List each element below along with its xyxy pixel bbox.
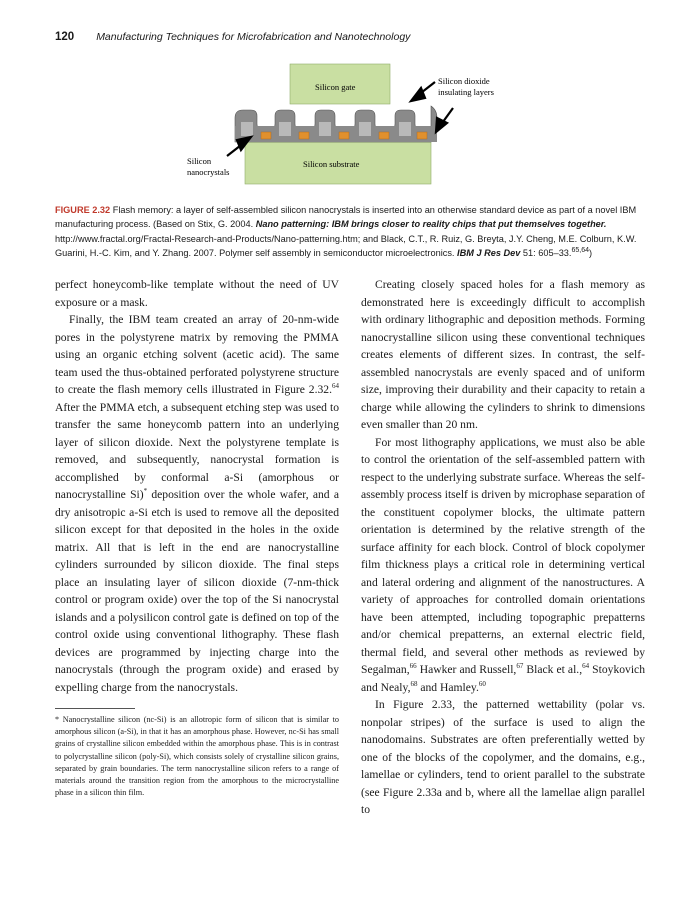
caption-italic-1: Nano patterning: IBM brings closer to reality chips that put themselves together. — [255, 219, 607, 230]
cavity-2 — [279, 122, 291, 136]
right-p2-ref1: 66 — [409, 662, 417, 671]
right-p2-a: For most lithography applications, we must also be able to control the orientation of the self-assembled pattern with respect to the underlying substrate surface. Whereas the self-assembly process itself is driven by microphase separation of the constituent copolymer blocks, the ultimate pattern orientation is determined by the relative strength of the surface affinity for each block. Control of block copolymer film thickness plays a critical role in determining vertical and lateral ordering and alignment of the nanostructures. A variety of approaches for controlled domain orientations have been attempted, including topographic prepatterns and/or chemical prepatterns, an external electric field, thermal field, and several other methods as reviewed by Segalman, — [361, 435, 645, 676]
caption-text-2: http://www.fractal.org/Fractal-Research-and-Products/Nano-patterning.htm; and Black, C.T., R. Ruiz, G. Breyta, J.Y. Cheng, M.E. Colburn, K.W. Guarini, H.-C. Kim, and Y. Zhang. 2007. Polymer self assembly in semiconductor microelectronics. — [55, 233, 637, 259]
left-p2-b: After the PMMA etch, a subsequent etching step was used to transfer the same honeycomb pattern into an underlying layer of silicon dioxide. Next the polystyrene template is removed, and subsequently, nanocrystal formation is accomplished by conformal a-Si (amorphous or nanocrystalline Si) — [55, 400, 339, 501]
figure-2-32 — [185, 60, 515, 190]
right-paragraph-1: Creating closely spaced holes for a flash memory as demonstrated here is exceedingly difficult to accomplish with ordinary lithographic and deposition methods. Forming nanocrystalline silicon using these conventional techniques creates elements of different sizes. In contrast, the self-assembled nanocrystals are evenly spaced and of uniform size, improving their durability and their capacity to retain a charge while allowing the cylinders to shrink to dimensions even smaller than 20 nm. — [361, 278, 645, 431]
page-header — [55, 31, 645, 47]
right-p2-e: and Hamley. — [417, 680, 479, 694]
footnote — [55, 714, 339, 799]
cavity-1 — [241, 122, 253, 136]
label-nano-2: nanocrystals — [187, 167, 230, 177]
right-paragraph-2 — [361, 434, 645, 697]
right-column — [361, 276, 645, 819]
nanocrystal-3 — [339, 132, 349, 139]
label-dioxide-2: insulating layers — [438, 87, 494, 97]
footnote-mark: * — [55, 715, 60, 724]
caption-text-1: Flash memory: a layer of self-assembled silicon nanocrystals is inserted into an otherwise standard device as part of a novel IBM manufacturing process. (Based on Stix, G. 2004. — [55, 205, 637, 230]
label-dioxide-1: Silicon dioxide — [438, 76, 490, 86]
nanocrystal-2 — [299, 132, 309, 139]
left-paragraph-2 — [55, 311, 339, 696]
figure-caption — [55, 203, 645, 261]
right-p2-ref2: 67 — [516, 662, 524, 671]
right-p2-b: Hawker and Russell, — [416, 663, 517, 676]
label-nano-1: Silicon — [187, 156, 212, 166]
label-silicon-gate: Silicon gate — [315, 82, 356, 92]
left-p2-ref1: 64 — [332, 382, 339, 391]
right-paragraph-3: In Figure 2.33, the patterned wettability (polar vs. nonpolar stripes) of the surface is used to align the nanodomains. Substrates are often preferentially wetted by one of the blocks of the copolymer, and the domains, e.g., lamellae or cylinders, tend to orient parallel to the substrate (see Figure 2.33a and b, where all the lamellae align parallel to — [361, 698, 645, 816]
running-title: Manufacturing Techniques for Microfabrication and Nanotechnology — [96, 31, 411, 43]
right-p2-ref4: 68 — [410, 679, 418, 688]
label-silicon-substrate: Silicon substrate — [303, 159, 360, 169]
nanocrystal-5 — [417, 132, 427, 139]
caption-text-3: 51: 605–33. — [520, 248, 572, 259]
nanocrystal-1 — [261, 132, 271, 139]
caption-text-4: ) — [589, 248, 593, 259]
left-p2-ref2: * — [143, 487, 148, 496]
cavity-3 — [319, 122, 331, 136]
caption-refs: 65,64 — [571, 247, 589, 255]
arrow-dioxide-upper-head — [411, 88, 425, 101]
cavity-4 — [359, 122, 371, 136]
right-p2-ref3: 64 — [582, 662, 590, 671]
left-p2-a: Finally, the IBM team created an array of 20-nm-wide pores in the polystyrene matrix by removing the PMMA using an organic etching solvent (acetic acid). The same team used the thus-obtained perforated polystyrene structure to create the flash memory cells illustrated in Figure 2.32. — [55, 313, 339, 396]
right-p2-ref5: 60 — [478, 679, 486, 688]
flash-memory-diagram — [185, 60, 515, 190]
figure-label: FIGURE 2.32 — [55, 205, 111, 215]
nanocrystal-4 — [379, 132, 389, 139]
page-number: 120 — [55, 31, 75, 43]
right-p2-d: Stoykovich and Nealy, — [361, 663, 645, 694]
left-column — [55, 276, 339, 696]
right-p2-c: Black et al., — [523, 663, 583, 676]
left-p2-c: deposition over the whole wafer, and a dry anisotropic a-Si etch is used to remove all the deposited silicon except for that deposited in the holes in the oxide matrix. All that is left in the end are nanocrystalline cylinders surrounded by silicon dioxide. The final steps place an insulating layer of silicon dioxide (7-nm-thick control or program oxide) over the top of the Si nanocrystal islands and a polysilicon control gate is defined on top of the control oxide using conventional lithography. These flash devices are programmed by injecting charge into the nanocrystals (through the program oxide) and erased by expelling charge from the nanocrystals. — [55, 488, 339, 694]
footnote-paragraph — [55, 714, 339, 799]
cavity-5 — [399, 122, 411, 136]
left-paragraph-1: perfect honeycomb-like template without the need of UV exposure or a mask. — [55, 278, 339, 309]
footnote-text: Nanocrystalline silicon (nc-Si) is an allotropic form of silicon that is similar to amorphous silicon (a-Si), in that it has an amorphous phase. However, nc-Si has small grains of crystalline silicon embedded within the amorphous phase. This is in contrast to polycrystalline silicon (poly-Si), which consists solely of crystalline silicon grains, separated by grain boundaries. The term nanocrystalline silicon refers to a range of materials around the transition region from the amorphous to the microcrystalline phase in a silicon thin film. — [55, 715, 339, 798]
footnote-rule — [55, 708, 135, 709]
caption-italic-2: IBM J Res Dev — [457, 248, 521, 259]
